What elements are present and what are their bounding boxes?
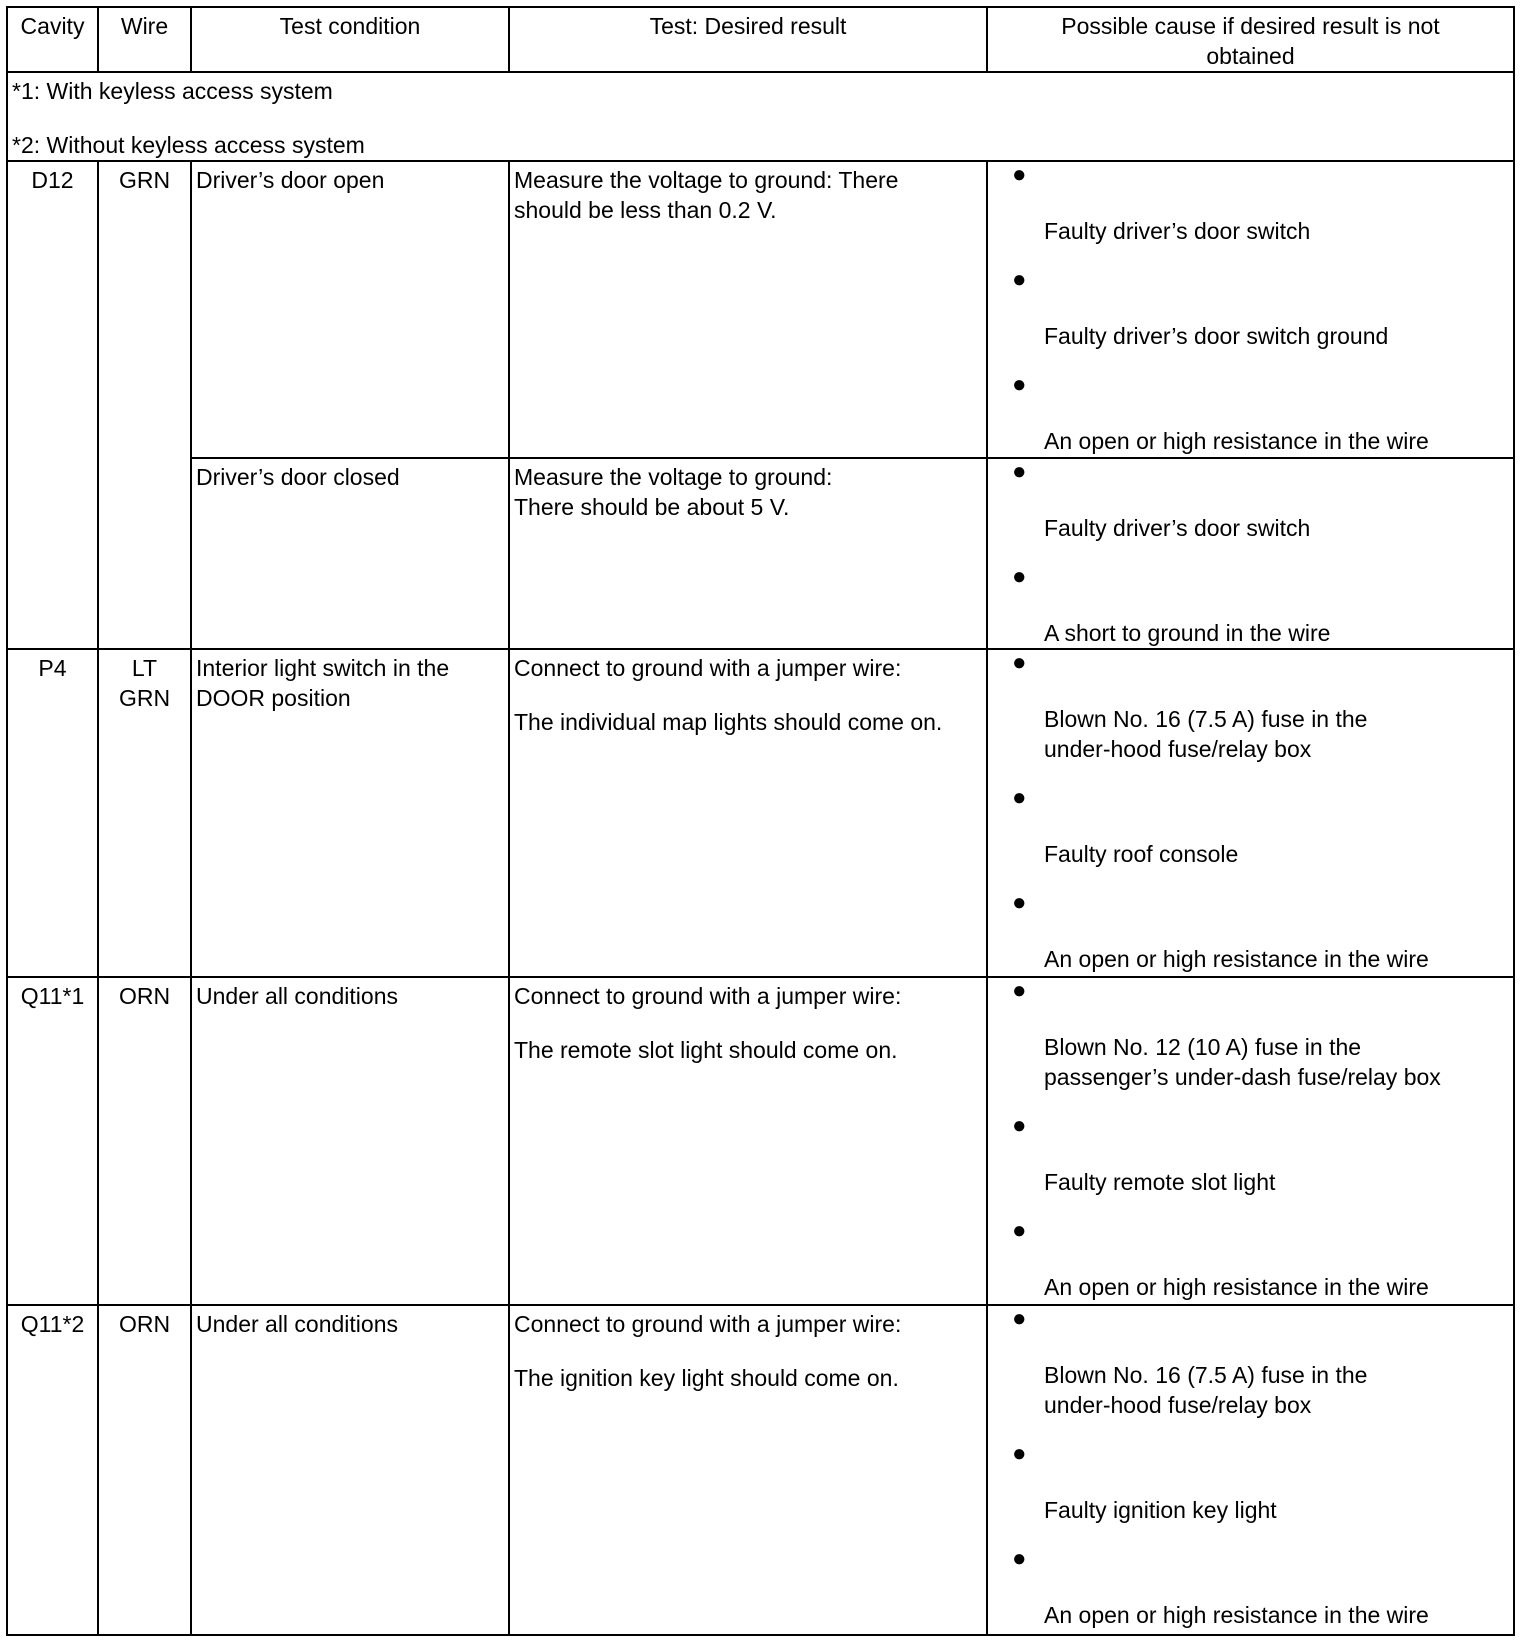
note-no-keyless: *2: Without keyless access system	[12, 132, 365, 158]
cause-text: Blown No. 16 (7.5 A) fuse in the under-hood fuse/relay box	[1044, 1362, 1368, 1418]
cause-list	[992, 649, 1509, 974]
troubleshooting-table	[6, 6, 1515, 1636]
list-item	[1012, 1305, 1509, 1420]
cause-text: Faulty roof console	[1044, 841, 1239, 867]
cavity-cell: Q11*1	[7, 977, 98, 1305]
cause-text: An open or high resistance in the wire	[1044, 428, 1429, 454]
list-item	[1012, 1112, 1509, 1197]
result-cell	[509, 649, 987, 977]
table-row	[7, 1305, 1514, 1635]
condition-cell: Driver’s door open	[191, 161, 509, 458]
list-item	[1012, 889, 1509, 974]
notes-row	[7, 72, 1514, 161]
cause-list	[992, 977, 1509, 1302]
cause-list	[992, 1305, 1509, 1630]
list-item	[1012, 784, 1509, 869]
condition-cell: Interior light switch in the DOOR position	[191, 649, 509, 977]
list-item	[1012, 371, 1509, 456]
cause-cell	[987, 1305, 1514, 1635]
result-line: Connect to ground with a jumper wire:	[514, 983, 902, 1009]
bullet-icon: ●	[1012, 649, 1027, 676]
condition-cell: Under all conditions	[191, 1305, 509, 1635]
list-item	[1012, 1440, 1509, 1525]
bullet-icon: ●	[1012, 1112, 1027, 1139]
condition-cell: Driver’s door closed	[191, 458, 509, 649]
bullet-icon: ●	[1012, 371, 1027, 398]
table-row	[7, 161, 1514, 458]
result-line: The individual map lights should come on.	[514, 709, 943, 735]
bullet-icon: ●	[1012, 1440, 1027, 1467]
cause-cell	[987, 161, 1514, 458]
result-cell	[509, 977, 987, 1305]
cause-text: Faulty driver’s door switch ground	[1044, 323, 1389, 349]
bullet-icon: ●	[1012, 161, 1027, 188]
bullet-icon: ●	[1012, 977, 1027, 1004]
cause-text: A short to ground in the wire	[1044, 620, 1331, 646]
cause-text: An open or high resistance in the wire	[1044, 946, 1429, 972]
cause-cell	[987, 977, 1514, 1305]
wire-cell: ORN	[98, 977, 191, 1305]
table-row	[7, 977, 1514, 1305]
wire-cell: LT GRN	[98, 649, 191, 977]
cause-text: An open or high resistance in the wire	[1044, 1602, 1429, 1628]
header-row	[7, 7, 1514, 72]
header-test-condition: Test condition	[191, 7, 509, 72]
header-possible-cause: Possible cause if desired result is not obtained	[987, 7, 1514, 72]
bullet-icon: ●	[1012, 266, 1027, 293]
list-item	[1012, 977, 1509, 1092]
wire-cell: GRN	[98, 161, 191, 649]
cause-text: Faulty driver’s door switch	[1044, 218, 1311, 244]
footnotes	[7, 72, 1514, 161]
cause-text: An open or high resistance in the wire	[1044, 1274, 1429, 1300]
result-line: Connect to ground with a jumper wire:	[514, 1311, 902, 1337]
cavity-cell: Q11*2	[7, 1305, 98, 1635]
cause-cell	[987, 649, 1514, 977]
cause-text: Faulty ignition key light	[1044, 1497, 1277, 1523]
cause-text: Blown No. 12 (10 A) fuse in the passenger’s under-dash fuse/relay box	[1044, 1034, 1441, 1090]
bullet-icon: ●	[1012, 1217, 1027, 1244]
note-keyless: *1: With keyless access system	[12, 78, 333, 104]
list-item	[1012, 161, 1509, 246]
cause-text: Faulty remote slot light	[1044, 1169, 1276, 1195]
cause-cell	[987, 458, 1514, 649]
list-item	[1012, 649, 1509, 764]
wire-cell: ORN	[98, 1305, 191, 1635]
result-cell	[509, 1305, 987, 1635]
list-item	[1012, 458, 1509, 543]
cause-text: Faulty driver’s door switch	[1044, 515, 1311, 541]
result-line: Connect to ground with a jumper wire:	[514, 655, 902, 681]
cavity-cell: P4	[7, 649, 98, 977]
bullet-icon: ●	[1012, 1545, 1027, 1572]
header-desired-result: Test: Desired result	[509, 7, 987, 72]
condition-cell: Under all conditions	[191, 977, 509, 1305]
bullet-icon: ●	[1012, 889, 1027, 916]
list-item	[1012, 563, 1509, 648]
bullet-icon: ●	[1012, 458, 1027, 485]
result-cell: Measure the voltage to ground: There should be less than 0.2 V.	[509, 161, 987, 458]
header-wire: Wire	[98, 7, 191, 72]
cavity-cell: D12	[7, 161, 98, 649]
result-line: The ignition key light should come on.	[514, 1365, 899, 1391]
header-cavity: Cavity	[7, 7, 98, 72]
table-row	[7, 649, 1514, 977]
list-item	[1012, 1217, 1509, 1302]
cause-text: Blown No. 16 (7.5 A) fuse in the under-hood fuse/relay box	[1044, 706, 1368, 762]
bullet-icon: ●	[1012, 563, 1027, 590]
cause-list	[992, 161, 1509, 456]
result-cell: Measure the voltage to ground: There should be about 5 V.	[509, 458, 987, 649]
result-line: The remote slot light should come on.	[514, 1037, 898, 1063]
bullet-icon: ●	[1012, 784, 1027, 811]
cause-list	[992, 458, 1509, 648]
bullet-icon: ●	[1012, 1305, 1027, 1332]
list-item	[1012, 266, 1509, 351]
table-row	[7, 458, 1514, 649]
list-item	[1012, 1545, 1509, 1630]
